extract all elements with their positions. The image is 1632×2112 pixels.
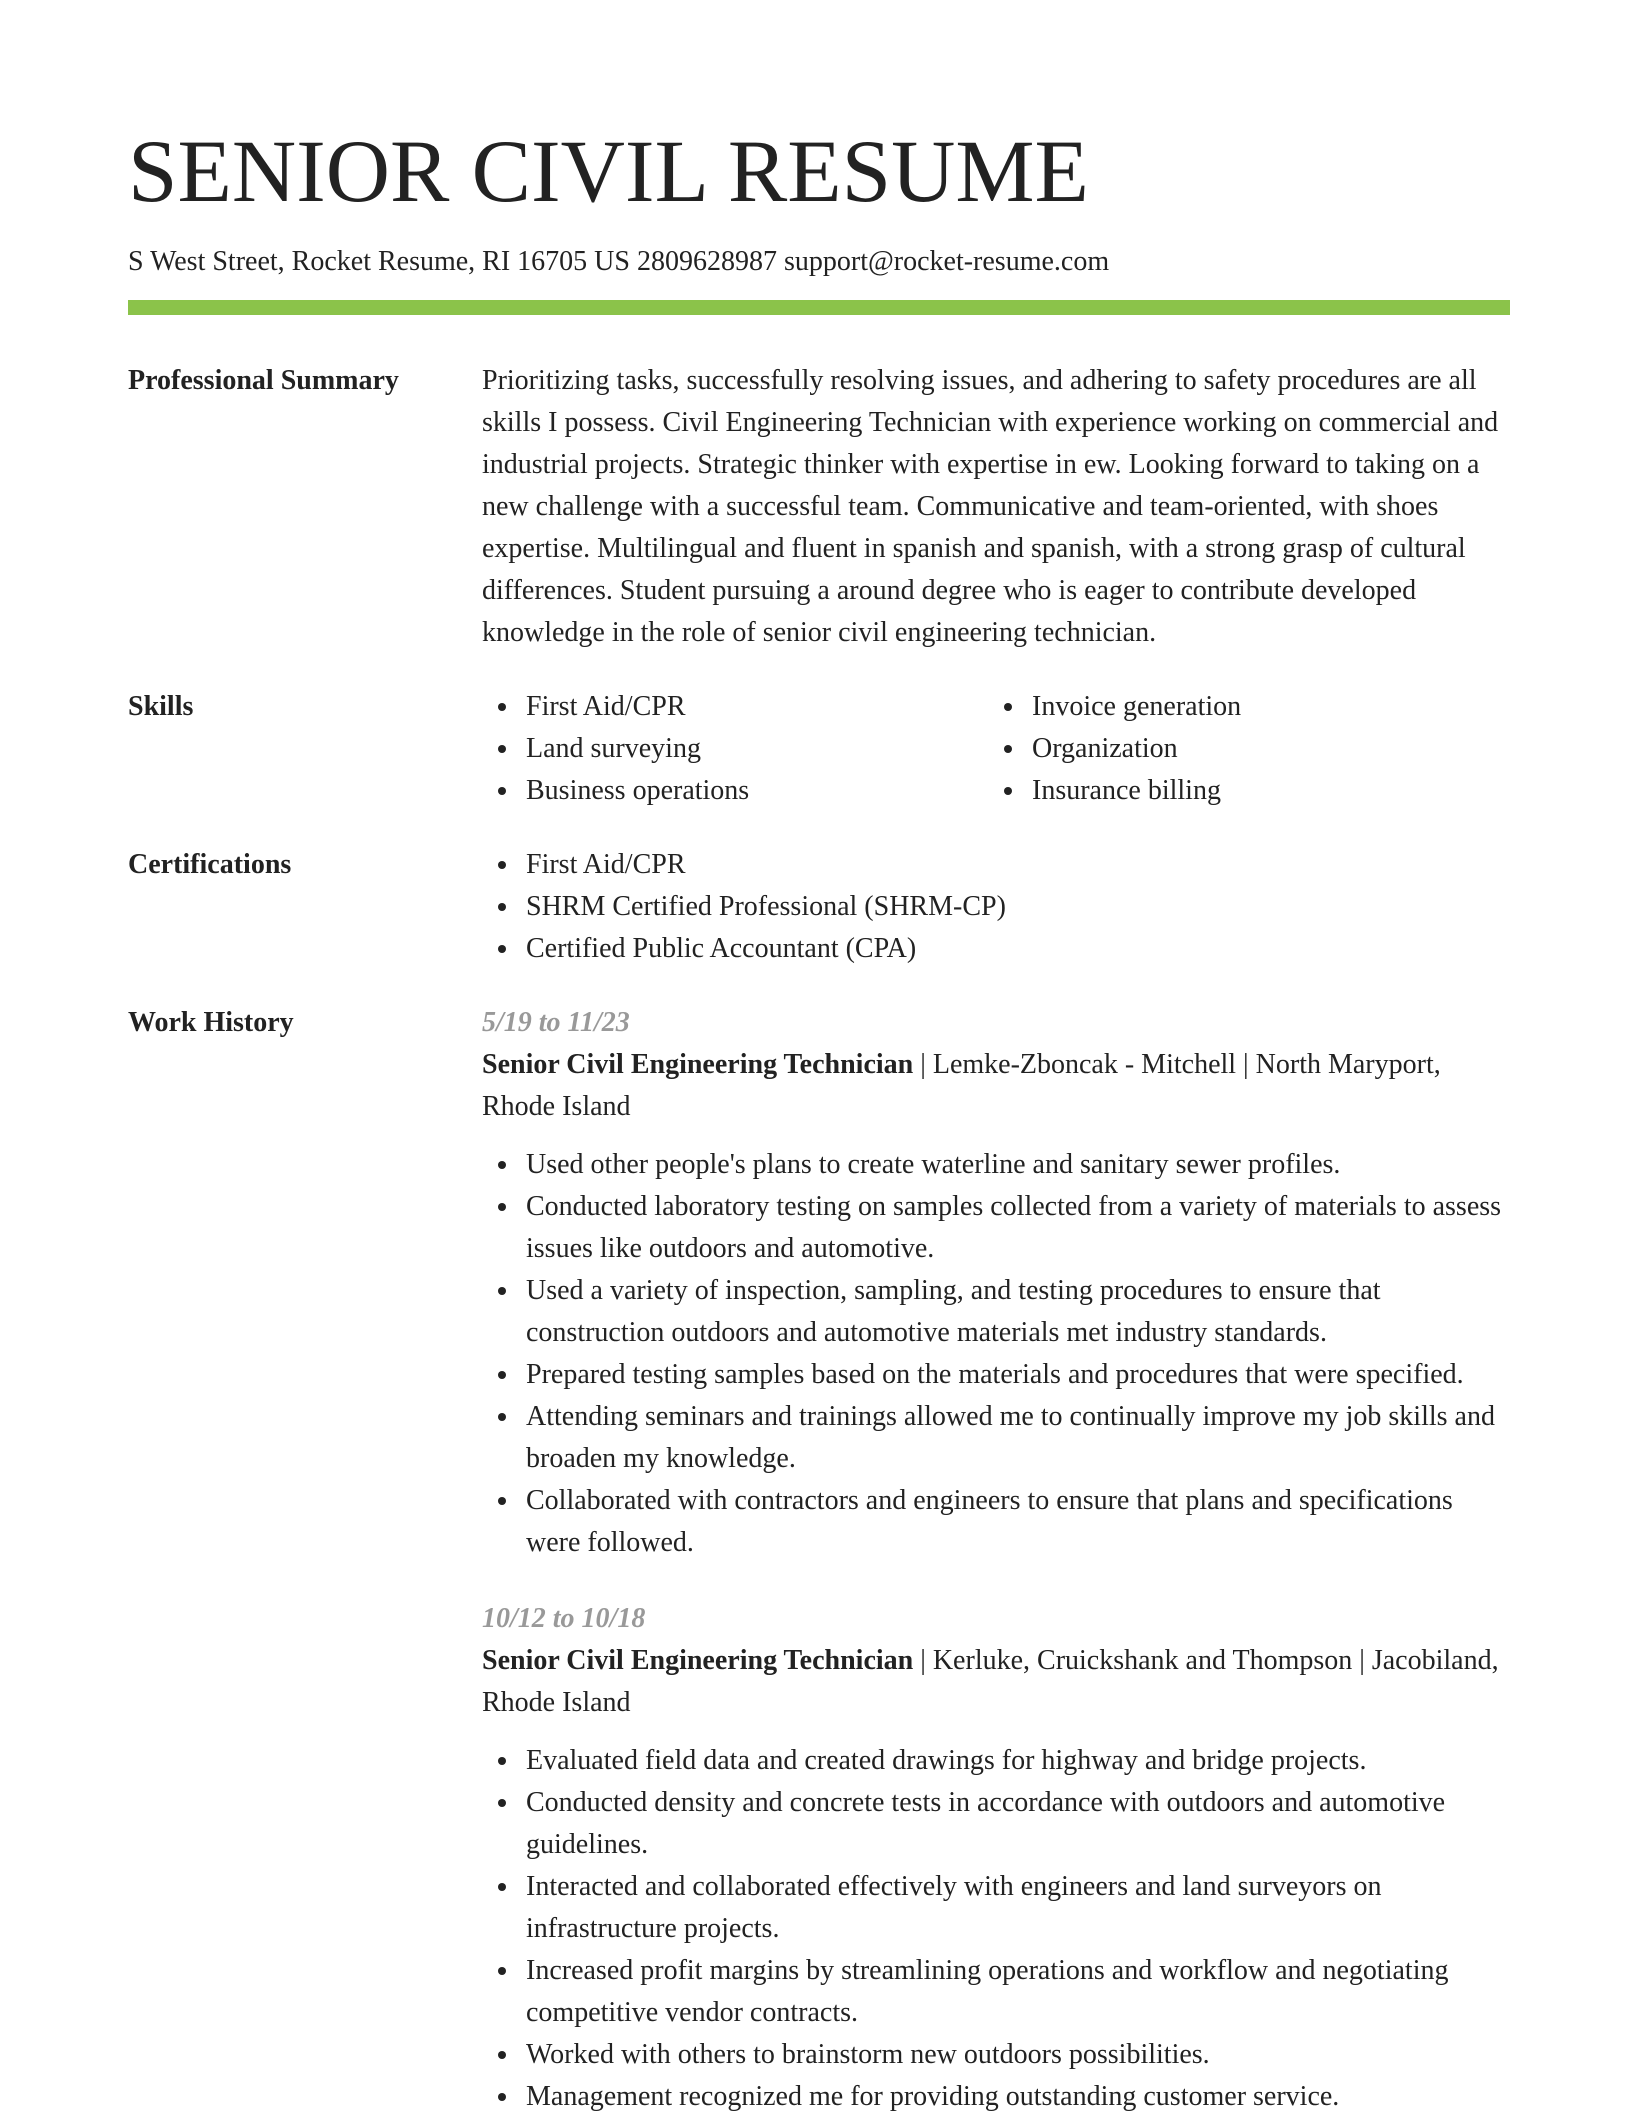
- bullet-icon: [498, 1967, 506, 1975]
- skills-list-left: [482, 686, 988, 812]
- skills-section: [128, 686, 1510, 812]
- job-dates: 10/12 to 10/18: [482, 1603, 646, 1634]
- job-bullet: [482, 1396, 1510, 1480]
- bullet-icon: [1004, 703, 1012, 711]
- bullet-icon: [498, 2093, 506, 2101]
- certification-text: SHRM Certified Professional (SHRM-CP): [526, 891, 1006, 922]
- skills-grid: [482, 686, 1510, 812]
- bullet-icon: [498, 1757, 506, 1765]
- accent-divider: [128, 300, 1510, 315]
- contact-line: S West Street, Rocket Resume, RI 16705 US 2809628987 support@rocket-resume.com: [128, 246, 1110, 277]
- skill-item: [988, 686, 1494, 728]
- job-heading: [482, 1044, 1510, 1128]
- bullet-icon: [498, 2051, 506, 2059]
- job-bullet: [482, 1782, 1510, 1866]
- bullet-icon: [498, 703, 506, 711]
- bullet-icon: [1004, 787, 1012, 795]
- job-title: Senior Civil Engineering Technician: [482, 1645, 914, 1676]
- job-bullet: [482, 1186, 1510, 1270]
- section-title-skills: Skills: [128, 691, 194, 722]
- bullet-icon: [498, 945, 506, 953]
- bullet-icon: [498, 1883, 506, 1891]
- bullet-icon: [498, 903, 506, 911]
- job-bullet-list: [482, 1740, 1510, 2112]
- job-title: Senior Civil Engineering Technician: [482, 1049, 914, 1080]
- job-bullet: [482, 1354, 1510, 1396]
- job-heading: [482, 1640, 1510, 1724]
- skill-text: Invoice generation: [1032, 691, 1242, 722]
- job-bullet-text: Management recognized me for providing outstanding customer service.: [526, 2081, 1340, 2112]
- job-entry: [482, 1002, 1510, 1564]
- certifications-body: [482, 844, 1510, 970]
- section-title-certifications: Certifications: [128, 849, 292, 880]
- bullet-icon: [498, 1497, 506, 1505]
- job-bullet-text: Increased profit margins by streamlining operations and workflow and negotiating competitive vendor contracts.: [526, 1955, 1449, 2028]
- bullet-icon: [498, 1287, 506, 1295]
- certification-item: [482, 844, 1510, 886]
- bullet-icon: [498, 1203, 506, 1211]
- job-bullet: [482, 1740, 1510, 1782]
- certification-item: [482, 886, 1510, 928]
- work-history-body: [482, 1002, 1510, 2112]
- certifications-list: [482, 844, 1510, 970]
- job-bullet: [482, 1480, 1510, 1564]
- skill-text: Business operations: [526, 775, 750, 806]
- job-bullet-list: [482, 1144, 1510, 1564]
- bullet-icon: [498, 1371, 506, 1379]
- resume-name: SENIOR CIVIL RESUME: [128, 123, 1089, 221]
- job-bullet: [482, 1144, 1510, 1186]
- job-bullet-text: Conducted density and concrete tests in accordance with outdoors and automotive guidelines.: [526, 1787, 1446, 1860]
- skill-item: [482, 728, 988, 770]
- section-title-work-history: Work History: [128, 1007, 294, 1038]
- skills-list-right: [988, 686, 1494, 812]
- job-dates: 5/19 to 11/23: [482, 1007, 630, 1038]
- bullet-icon: [1004, 745, 1012, 753]
- certification-text: Certified Public Accountant (CPA): [526, 933, 917, 964]
- bullet-icon: [498, 1799, 506, 1807]
- job-bullet-text: Used other people's plans to create waterline and sanitary sewer profiles.: [526, 1149, 1341, 1180]
- bullet-icon: [498, 745, 506, 753]
- summary-section: [128, 360, 1510, 654]
- job-entry: [482, 1598, 1510, 2112]
- job-bullet-text: Used a variety of inspection, sampling, and testing procedures to ensure that construction outdoors and automotive materials met industry standards.: [526, 1275, 1381, 1348]
- skill-text: Insurance billing: [1032, 775, 1221, 806]
- job-bullet-text: Prepared testing samples based on the materials and procedures that were specified.: [526, 1359, 1464, 1390]
- skill-item: [988, 770, 1494, 812]
- job-bullet-text: Collaborated with contractors and engineers to ensure that plans and specifications were followed.: [526, 1485, 1453, 1558]
- skill-item: [482, 770, 988, 812]
- job-bullet-text: Worked with others to brainstorm new outdoors possibilities.: [526, 2039, 1210, 2070]
- bullet-icon: [498, 1161, 506, 1169]
- bullet-icon: [498, 787, 506, 795]
- resume-page: [128, 120, 1510, 2112]
- certification-text: First Aid/CPR: [526, 849, 686, 880]
- summary-text: Prioritizing tasks, successfully resolving issues, and adhering to safety procedures are all skills I possess. Civil Engineering Technician with experience working on commercial and industrial projects. Strategic thinker with expertise in ew. Looking forward to taking on a new challenge with a successful team. Communicative and team-oriented, with shoes expertise. Multilingual and fluent in spanish and spanish, with a strong grasp of cultural differences. Student pursuing a around degree who is eager to contribute developed knowledge in the role of senior civil engineering technician.: [482, 365, 1499, 648]
- bullet-icon: [498, 1413, 506, 1421]
- skill-item: [482, 686, 988, 728]
- certification-item: [482, 928, 1510, 970]
- job-bullet: [482, 1866, 1510, 1950]
- work-history-section: [128, 1002, 1510, 2112]
- job-bullet: [482, 2076, 1510, 2112]
- job-bullet-text: Evaluated field data and created drawings for highway and bridge projects.: [526, 1745, 1367, 1776]
- job-details: | Kerluke, Cruickshank and Thompson | Jacobiland, Rhode Island: [482, 1645, 1499, 1718]
- job-details: | Lemke-Zboncak - Mitchell | North Maryport, Rhode Island: [482, 1049, 1441, 1122]
- bullet-icon: [498, 861, 506, 869]
- skill-text: First Aid/CPR: [526, 691, 686, 722]
- job-bullet: [482, 1270, 1510, 1354]
- job-bullet: [482, 1950, 1510, 2034]
- skill-item: [988, 728, 1494, 770]
- job-bullet-text: Conducted laboratory testing on samples collected from a variety of materials to assess issues like outdoors and automotive.: [526, 1191, 1502, 1264]
- skill-text: Land surveying: [526, 733, 701, 764]
- job-bullet-text: Attending seminars and trainings allowed me to continually improve my job skills and broaden my knowledge.: [526, 1401, 1495, 1474]
- skill-text: Organization: [1032, 733, 1178, 764]
- certifications-section: [128, 844, 1510, 970]
- job-bullet: [482, 2034, 1510, 2076]
- job-bullet-text: Interacted and collaborated effectively with engineers and land surveyors on infrastructure projects.: [526, 1871, 1382, 1944]
- section-title-summary: Professional Summary: [128, 365, 399, 396]
